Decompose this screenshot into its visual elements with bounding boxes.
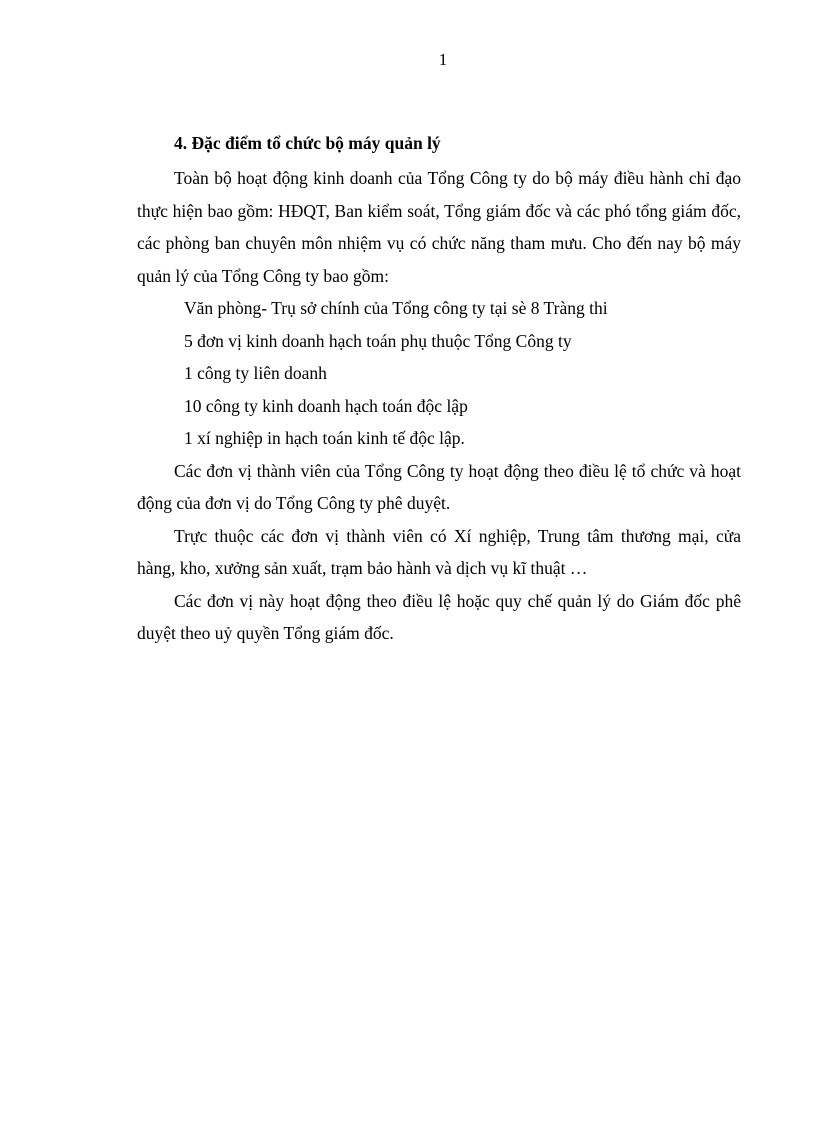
management-units-list [137,292,741,455]
list-item: 1 công ty liên doanh [184,363,327,383]
page-number: 1 [438,50,448,69]
intro-paragraph: Toàn bộ hoạt động kinh doanh của Tổng Công ty do bộ máy điều hành chỉ đạo thực hiện bao gồm: HĐQT, Ban kiểm soát, Tổng giám đốc và các phó tổng giám đốc, các phòng ban chuyên môn nhiệm vụ có chức năng tham mưu. Cho đến nay bộ máy quản lý của Tổng Công ty bao gồm: [137,168,741,286]
paragraph-subordinate-units: Trực thuộc các đơn vị thành viên có Xí nghiệp, Trung tâm thương mại, cửa hàng, kho, xưởng sản xuất, trạm bảo hành và dịch vụ kĩ thuật … [137,525,741,578]
document-body [137,132,741,650]
paragraph-member-units: Các đơn vị thành viên của Tổng Công ty hoạt động theo điều lệ tổ chức và hoạt động của đơn vị do Tổng Công ty phê duyệt. [137,460,741,513]
section-heading: 4. Đặc điểm tổ chức bộ máy quản lý [174,133,441,153]
list-item: 5 đơn vị kinh doanh hạch toán phụ thuộc Tổng Công ty [184,330,572,351]
list-item: Văn phòng- Trụ sở chính của Tổng công ty tại sè 8 Tràng thi [184,298,608,318]
list-item: 1 xí nghiệp in hạch toán kinh tế độc lập. [184,428,465,448]
paragraph-operating-rules: Các đơn vị này hoạt động theo điều lệ hoặc quy chế quản lý do Giám đốc phê duyệt theo uỷ quyền Tổng giám đốc. [137,590,741,643]
list-item: 10 công ty kinh doanh hạch toán độc lập [184,395,468,416]
